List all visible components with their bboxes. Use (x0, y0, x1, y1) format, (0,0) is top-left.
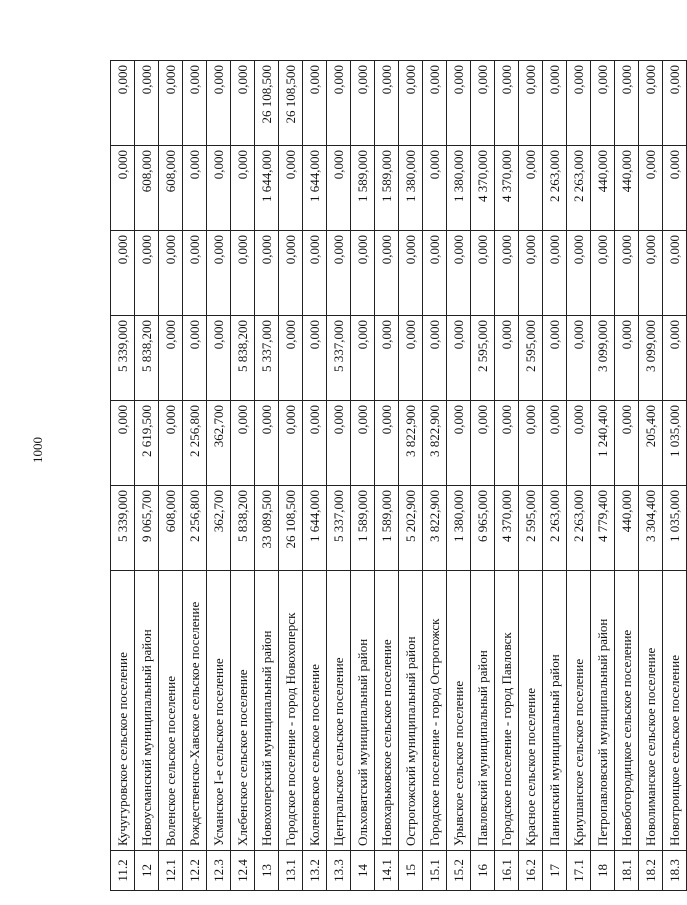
cell-row-name: Панинский муниципальный район (543, 571, 567, 851)
cell-row-name: Урывское сельское поселение (447, 571, 471, 851)
cell-col-a: 2 256,800 (183, 401, 207, 486)
cell-row-number: 18.2 (639, 851, 663, 891)
cell-total: 2 256,800 (183, 486, 207, 571)
cell-col-c: 0,000 (279, 231, 303, 316)
cell-col-a: 0,000 (495, 401, 519, 486)
cell-col-a: 0,000 (303, 401, 327, 486)
cell-col-b: 0,000 (615, 316, 639, 401)
cell-col-c: 0,000 (663, 231, 687, 316)
cell-col-a: 0,000 (543, 401, 567, 486)
cell-col-e: 0,000 (135, 61, 159, 146)
cell-total: 608,000 (159, 486, 183, 571)
table-row (135, 61, 159, 891)
cell-col-e: 0,000 (639, 61, 663, 146)
cell-col-c: 0,000 (135, 231, 159, 316)
cell-row-number: 18.3 (663, 851, 687, 891)
cell-col-d: 1 644,000 (303, 146, 327, 231)
cell-total: 4 370,000 (495, 486, 519, 571)
cell-col-b: 5 337,000 (327, 316, 351, 401)
cell-col-c: 0,000 (495, 231, 519, 316)
cell-row-number: 13.2 (303, 851, 327, 891)
cell-col-e: 0,000 (543, 61, 567, 146)
cell-col-b: 0,000 (543, 316, 567, 401)
cell-col-d: 608,000 (159, 146, 183, 231)
cell-col-b: 0,000 (159, 316, 183, 401)
cell-col-c: 0,000 (471, 231, 495, 316)
cell-col-c: 0,000 (303, 231, 327, 316)
cell-row-number: 12.3 (207, 851, 231, 891)
cell-col-e: 0,000 (399, 61, 423, 146)
cell-col-d: 440,000 (615, 146, 639, 231)
cell-col-a: 2 619,500 (135, 401, 159, 486)
cell-col-b: 5 838,200 (135, 316, 159, 401)
cell-col-d: 1 589,000 (351, 146, 375, 231)
table-row (183, 61, 207, 891)
cell-col-a: 0,000 (111, 401, 135, 486)
table-row (207, 61, 231, 891)
data-table (110, 60, 687, 891)
cell-col-d: 1 644,000 (255, 146, 279, 231)
cell-col-b: 3 099,000 (591, 316, 615, 401)
cell-col-a: 0,000 (447, 401, 471, 486)
cell-col-e: 0,000 (567, 61, 591, 146)
cell-col-b: 3 099,000 (639, 316, 663, 401)
cell-row-number: 17.1 (567, 851, 591, 891)
cell-col-c: 0,000 (351, 231, 375, 316)
table-row (639, 61, 663, 891)
table-row (663, 61, 687, 891)
cell-col-c: 0,000 (159, 231, 183, 316)
cell-col-d: 0,000 (279, 146, 303, 231)
cell-col-e: 0,000 (471, 61, 495, 146)
cell-row-number: 18.1 (615, 851, 639, 891)
cell-col-b: 0,000 (279, 316, 303, 401)
table-row (447, 61, 471, 891)
cell-total: 2 263,000 (543, 486, 567, 571)
cell-col-e: 0,000 (447, 61, 471, 146)
cell-total: 3 304,400 (639, 486, 663, 571)
cell-total: 26 108,500 (279, 486, 303, 571)
cell-row-name: Петропавловский муниципальный район (591, 571, 615, 851)
cell-col-e: 26 108,500 (279, 61, 303, 146)
cell-col-c: 0,000 (543, 231, 567, 316)
cell-col-a: 0,000 (159, 401, 183, 486)
cell-col-d: 0,000 (231, 146, 255, 231)
cell-col-a: 0,000 (519, 401, 543, 486)
cell-col-e: 0,000 (327, 61, 351, 146)
cell-col-c: 0,000 (591, 231, 615, 316)
table-row (423, 61, 447, 891)
cell-col-a: 0,000 (231, 401, 255, 486)
cell-row-number: 15 (399, 851, 423, 891)
cell-col-e: 0,000 (351, 61, 375, 146)
cell-row-number: 12.2 (183, 851, 207, 891)
cell-col-b: 0,000 (351, 316, 375, 401)
cell-row-number: 13.1 (279, 851, 303, 891)
table-row (351, 61, 375, 891)
cell-col-c: 0,000 (231, 231, 255, 316)
cell-col-d: 0,000 (519, 146, 543, 231)
cell-col-a: 0,000 (375, 401, 399, 486)
cell-col-e: 0,000 (159, 61, 183, 146)
cell-col-d: 1 380,000 (447, 146, 471, 231)
table-row (591, 61, 615, 891)
cell-col-b: 0,000 (183, 316, 207, 401)
cell-row-name: Павловский муниципальный район (471, 571, 495, 851)
table-row (303, 61, 327, 891)
cell-col-a: 362,700 (207, 401, 231, 486)
cell-col-b: 0,000 (663, 316, 687, 401)
cell-row-name: Центральское сельское поселение (327, 571, 351, 851)
cell-col-d: 0,000 (423, 146, 447, 231)
cell-total: 2 595,000 (519, 486, 543, 571)
cell-row-name: Криушанское сельское поселение (567, 571, 591, 851)
cell-col-e: 0,000 (111, 61, 135, 146)
cell-row-name: Воленское сельское поселение (159, 571, 183, 851)
cell-col-e: 0,000 (231, 61, 255, 146)
table-row (615, 61, 639, 891)
table-row (495, 61, 519, 891)
cell-row-name: Новобогородицкое сельское поселение (615, 571, 639, 851)
cell-row-name: Новохарьковское сельское поселение (375, 571, 399, 851)
cell-col-b: 0,000 (207, 316, 231, 401)
cell-row-number: 16 (471, 851, 495, 891)
cell-col-d: 2 263,000 (567, 146, 591, 231)
cell-row-number: 14 (351, 851, 375, 891)
table-row (159, 61, 183, 891)
cell-col-e: 0,000 (423, 61, 447, 146)
cell-total: 1 589,000 (351, 486, 375, 571)
cell-col-b: 5 838,200 (231, 316, 255, 401)
cell-col-a: 1 240,400 (591, 401, 615, 486)
cell-col-e: 0,000 (183, 61, 207, 146)
cell-row-number: 16.2 (519, 851, 543, 891)
cell-col-b: 0,000 (399, 316, 423, 401)
cell-row-number: 18 (591, 851, 615, 891)
cell-col-d: 0,000 (663, 146, 687, 231)
cell-col-e: 0,000 (663, 61, 687, 146)
cell-col-c: 0,000 (327, 231, 351, 316)
cell-total: 2 263,000 (567, 486, 591, 571)
cell-col-c: 0,000 (519, 231, 543, 316)
cell-row-name: Красное сельское поселение (519, 571, 543, 851)
table-row (375, 61, 399, 891)
table-row (471, 61, 495, 891)
cell-row-number: 14.1 (375, 851, 399, 891)
cell-col-e: 0,000 (207, 61, 231, 146)
cell-col-b: 5 339,000 (111, 316, 135, 401)
cell-col-d: 4 370,000 (471, 146, 495, 231)
cell-row-number: 15.1 (423, 851, 447, 891)
cell-col-d: 0,000 (207, 146, 231, 231)
cell-col-e: 0,000 (303, 61, 327, 146)
cell-col-a: 1 035,000 (663, 401, 687, 486)
table-row (111, 61, 135, 891)
cell-col-a: 0,000 (255, 401, 279, 486)
cell-col-d: 1 380,000 (399, 146, 423, 231)
cell-row-number: 12.1 (159, 851, 183, 891)
cell-row-name: Новолиманское сельское поселение (639, 571, 663, 851)
cell-total: 1 380,000 (447, 486, 471, 571)
table-row (255, 61, 279, 891)
cell-row-number: 11.2 (111, 851, 135, 891)
cell-row-number: 13 (255, 851, 279, 891)
cell-col-a: 0,000 (615, 401, 639, 486)
cell-total: 5 337,000 (327, 486, 351, 571)
cell-col-b: 5 337,000 (255, 316, 279, 401)
cell-col-c: 0,000 (615, 231, 639, 316)
page-number: 1000 (30, 437, 45, 463)
cell-total: 362,700 (207, 486, 231, 571)
cell-row-name: Острогожский муниципальный район (399, 571, 423, 851)
cell-col-a: 0,000 (327, 401, 351, 486)
cell-row-name: Хлебенское сельское поселение (231, 571, 255, 851)
cell-col-c: 0,000 (423, 231, 447, 316)
cell-col-e: 0,000 (591, 61, 615, 146)
cell-col-c: 0,000 (447, 231, 471, 316)
cell-total: 33 089,500 (255, 486, 279, 571)
cell-col-e: 0,000 (375, 61, 399, 146)
table-row (279, 61, 303, 891)
cell-row-name: Коленовское сельское поселение (303, 571, 327, 851)
cell-row-name: Кучугуровское сельское поселение (111, 571, 135, 851)
cell-total: 5 202,900 (399, 486, 423, 571)
cell-col-c: 0,000 (567, 231, 591, 316)
cell-col-b: 0,000 (567, 316, 591, 401)
cell-col-b: 0,000 (375, 316, 399, 401)
table-wrapper (110, 61, 682, 891)
cell-col-b: 0,000 (495, 316, 519, 401)
cell-col-a: 0,000 (351, 401, 375, 486)
cell-row-name: Рождественско-Хавское сельское поселение (183, 571, 207, 851)
cell-total: 1 035,000 (663, 486, 687, 571)
cell-total: 1 644,000 (303, 486, 327, 571)
cell-col-a: 3 822,900 (423, 401, 447, 486)
table-body (111, 61, 687, 891)
cell-col-c: 0,000 (375, 231, 399, 316)
table-row (567, 61, 591, 891)
cell-total: 9 065,700 (135, 486, 159, 571)
cell-col-d: 4 370,000 (495, 146, 519, 231)
cell-total: 1 589,000 (375, 486, 399, 571)
cell-total: 5 339,000 (111, 486, 135, 571)
cell-col-b: 0,000 (303, 316, 327, 401)
cell-col-c: 0,000 (255, 231, 279, 316)
table-row (231, 61, 255, 891)
cell-col-d: 2 263,000 (543, 146, 567, 231)
cell-col-c: 0,000 (183, 231, 207, 316)
cell-col-a: 0,000 (279, 401, 303, 486)
rotated-table-container (110, 61, 682, 891)
cell-col-d: 0,000 (639, 146, 663, 231)
cell-col-c: 0,000 (207, 231, 231, 316)
cell-row-name: Усманское I-е сельское поселение (207, 571, 231, 851)
cell-total: 4 779,400 (591, 486, 615, 571)
cell-row-name: Новохоперский муниципальный район (255, 571, 279, 851)
cell-col-d: 0,000 (111, 146, 135, 231)
cell-col-b: 2 595,000 (519, 316, 543, 401)
cell-col-e: 26 108,500 (255, 61, 279, 146)
cell-row-name: Городское поселение - город Острогожск (423, 571, 447, 851)
cell-col-d: 440,000 (591, 146, 615, 231)
cell-row-number: 12 (135, 851, 159, 891)
cell-col-d: 608,000 (135, 146, 159, 231)
cell-row-number: 13.3 (327, 851, 351, 891)
cell-col-a: 0,000 (567, 401, 591, 486)
table-row (519, 61, 543, 891)
cell-col-e: 0,000 (495, 61, 519, 146)
cell-col-c: 0,000 (399, 231, 423, 316)
cell-row-name: Новоусманский муниципальный район (135, 571, 159, 851)
cell-total: 6 965,000 (471, 486, 495, 571)
cell-row-name: Городское поселение - город Павловск (495, 571, 519, 851)
cell-total: 440,000 (615, 486, 639, 571)
table-row (327, 61, 351, 891)
cell-row-number: 16.1 (495, 851, 519, 891)
cell-col-c: 0,000 (639, 231, 663, 316)
cell-col-c: 0,000 (111, 231, 135, 316)
cell-col-d: 0,000 (327, 146, 351, 231)
cell-total: 5 838,200 (231, 486, 255, 571)
cell-col-b: 2 595,000 (471, 316, 495, 401)
cell-col-b: 0,000 (447, 316, 471, 401)
cell-col-d: 1 589,000 (375, 146, 399, 231)
cell-col-e: 0,000 (519, 61, 543, 146)
cell-col-a: 3 822,900 (399, 401, 423, 486)
cell-row-number: 15.2 (447, 851, 471, 891)
cell-row-name: Новотроицкое сельское поселение (663, 571, 687, 851)
cell-total: 3 822,900 (423, 486, 447, 571)
table-row (543, 61, 567, 891)
cell-col-b: 0,000 (423, 316, 447, 401)
cell-row-name: Городское поселение - город Новохоперск (279, 571, 303, 851)
cell-row-name: Ольховатский муниципальный район (351, 571, 375, 851)
cell-col-a: 205,400 (639, 401, 663, 486)
cell-row-number: 17 (543, 851, 567, 891)
cell-col-a: 0,000 (471, 401, 495, 486)
cell-col-d: 0,000 (183, 146, 207, 231)
cell-row-number: 12.4 (231, 851, 255, 891)
table-row (399, 61, 423, 891)
cell-col-e: 0,000 (615, 61, 639, 146)
